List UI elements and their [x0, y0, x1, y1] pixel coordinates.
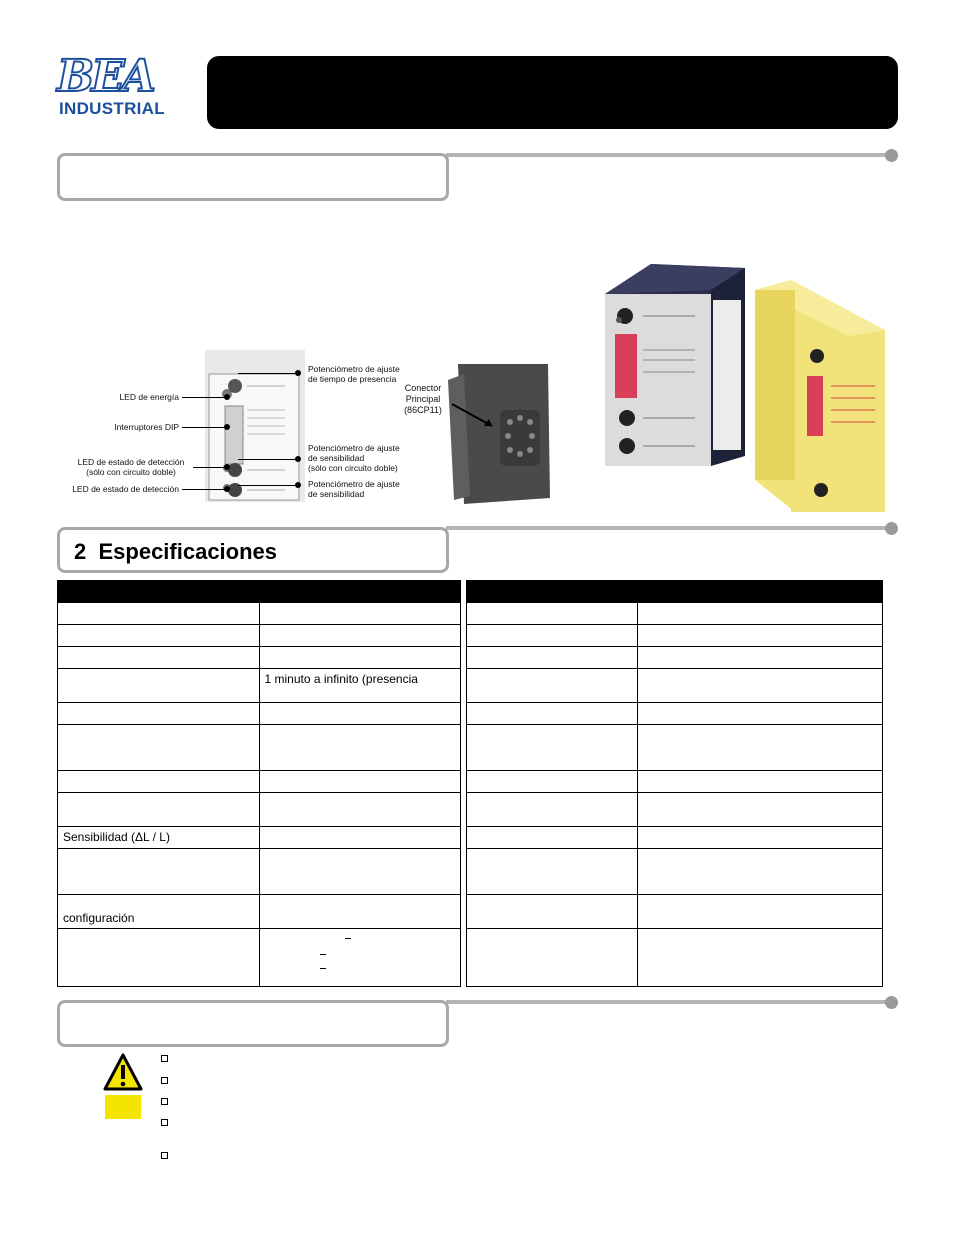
table-row — [467, 793, 883, 827]
label-pot-presence-line2: de tiempo de presencia — [308, 374, 397, 384]
section-3-title-box — [57, 1000, 449, 1047]
spec-label — [58, 647, 260, 669]
spec-label — [58, 929, 260, 987]
section-1-rule — [446, 153, 891, 157]
label-led-detect-double — [70, 457, 192, 477]
section-3-dot — [885, 996, 898, 1009]
bullet-checkbox-icon — [161, 1055, 168, 1062]
section-2-title-box — [57, 527, 449, 573]
leader-dot-pot-sens — [295, 482, 301, 488]
leader-dot-pot-sens-double — [295, 456, 301, 462]
spec-label — [58, 725, 260, 771]
spec-label — [58, 703, 260, 725]
underline-mark — [345, 938, 351, 939]
spec-label — [58, 849, 260, 895]
spec-label — [58, 669, 260, 703]
spec-value — [259, 793, 460, 827]
spec-label — [58, 603, 260, 625]
table-row — [58, 827, 461, 849]
header-bar — [207, 56, 898, 129]
spec-label-configuration: configuración — [58, 895, 260, 929]
table-header-row — [467, 581, 883, 603]
connector-photo — [440, 360, 560, 506]
label-pot-sens-double-line2: de sensibilidad — [308, 453, 365, 463]
label-pot-sens-line1: Potenciómetro de ajuste — [308, 479, 400, 489]
label-pot-presence — [308, 364, 418, 384]
leader-led-power — [182, 397, 228, 398]
section-3-rule — [446, 1000, 891, 1004]
leader-led-detect-double — [193, 467, 228, 468]
leader-dot-led-detect — [224, 486, 230, 492]
label-connector-line3: (86CP11) — [404, 405, 442, 415]
table-row — [467, 725, 883, 771]
table-row — [58, 603, 461, 625]
spec-value — [259, 603, 460, 625]
label-pot-sens-double — [308, 443, 418, 473]
label-led-detect-double-line1: LED de estado de detección — [77, 457, 185, 467]
spec-label — [58, 625, 260, 647]
leader-dot-dip — [224, 424, 230, 430]
table-row — [58, 929, 461, 987]
table-row — [58, 849, 461, 895]
spec-value — [259, 929, 460, 987]
leader-dot-pot-presence — [295, 370, 301, 376]
spec-value — [259, 725, 460, 771]
label-pot-presence-line1: Potenciómetro de ajuste — [308, 364, 400, 374]
table-row — [467, 647, 883, 669]
table-row — [58, 625, 461, 647]
table-header-row — [58, 581, 461, 603]
table-row — [467, 703, 883, 725]
spec-value — [259, 771, 460, 793]
spec-value — [259, 647, 460, 669]
label-pot-sens — [308, 479, 418, 499]
underline-mark — [320, 954, 326, 955]
spec-table-left — [57, 580, 461, 987]
warning-icon — [103, 1053, 143, 1121]
spec-table-right — [466, 580, 883, 987]
leader-dot-led-detect-double — [224, 464, 230, 470]
leader-pot-sens-double — [238, 459, 298, 460]
spec-value — [259, 827, 460, 849]
label-pot-sens-line2: de sensibilidad — [308, 489, 365, 499]
spec-value — [259, 703, 460, 725]
table-row — [58, 703, 461, 725]
section-2-rule — [446, 526, 891, 530]
spec-label — [58, 771, 260, 793]
label-connector-line2: Principal — [405, 394, 441, 404]
label-pot-sens-double-line3: (sólo con circuito doble) — [308, 463, 398, 473]
leader-led-detect — [182, 489, 228, 490]
table-row — [467, 603, 883, 625]
table-row — [467, 929, 883, 987]
label-led-power: LED de energía — [119, 392, 179, 402]
underline-mark — [320, 968, 326, 969]
spec-label — [58, 793, 260, 827]
spec-value: 1 minuto a infinito (presencia — [259, 669, 460, 703]
table-row — [467, 669, 883, 703]
section-2-number: 2 — [74, 539, 87, 564]
spec-value — [259, 849, 460, 895]
label-connector-line1: Conector — [404, 383, 442, 393]
label-pot-sens-double-line1: Potenciómetro de ajuste — [308, 443, 400, 453]
table-row — [58, 895, 461, 929]
logo-bea-text: BEA — [57, 51, 153, 102]
bullet-checkbox-icon — [161, 1152, 168, 1159]
leader-pot-presence — [238, 373, 298, 374]
device-photos — [595, 260, 895, 516]
bullet-checkbox-icon — [161, 1077, 168, 1084]
bea-industrial-logo — [57, 51, 177, 121]
table-row — [58, 669, 461, 703]
section-2-title-text: Especificaciones — [98, 539, 278, 564]
leader-pot-sens — [238, 485, 298, 486]
table-row — [467, 625, 883, 647]
spec-label-sensitivity: Sensibilidad (ΔL / L) — [58, 827, 260, 849]
table-row — [58, 647, 461, 669]
table-row — [467, 771, 883, 793]
spec-value — [259, 895, 460, 929]
leader-dip — [182, 427, 228, 428]
logo-industrial-text: INDUSTRIAL — [59, 99, 165, 118]
table-row — [58, 793, 461, 827]
table-row — [58, 725, 461, 771]
label-led-detect: LED de estado de detección — [72, 484, 179, 494]
table-row — [467, 827, 883, 849]
table-row — [58, 771, 461, 793]
label-led-detect-double-line2: (sólo con circuito doble) — [86, 467, 176, 477]
section-2-title — [74, 539, 277, 565]
spec-value — [259, 625, 460, 647]
bullet-checkbox-icon — [161, 1119, 168, 1126]
section-1-title-box — [57, 153, 449, 201]
table-row — [467, 895, 883, 929]
table-row — [467, 849, 883, 895]
section-1-dot — [885, 149, 898, 162]
label-dip-switches: Interruptores DIP — [114, 422, 179, 432]
leader-dot-led-power — [224, 394, 230, 400]
bullet-checkbox-icon — [161, 1098, 168, 1105]
section-2-dot — [885, 522, 898, 535]
